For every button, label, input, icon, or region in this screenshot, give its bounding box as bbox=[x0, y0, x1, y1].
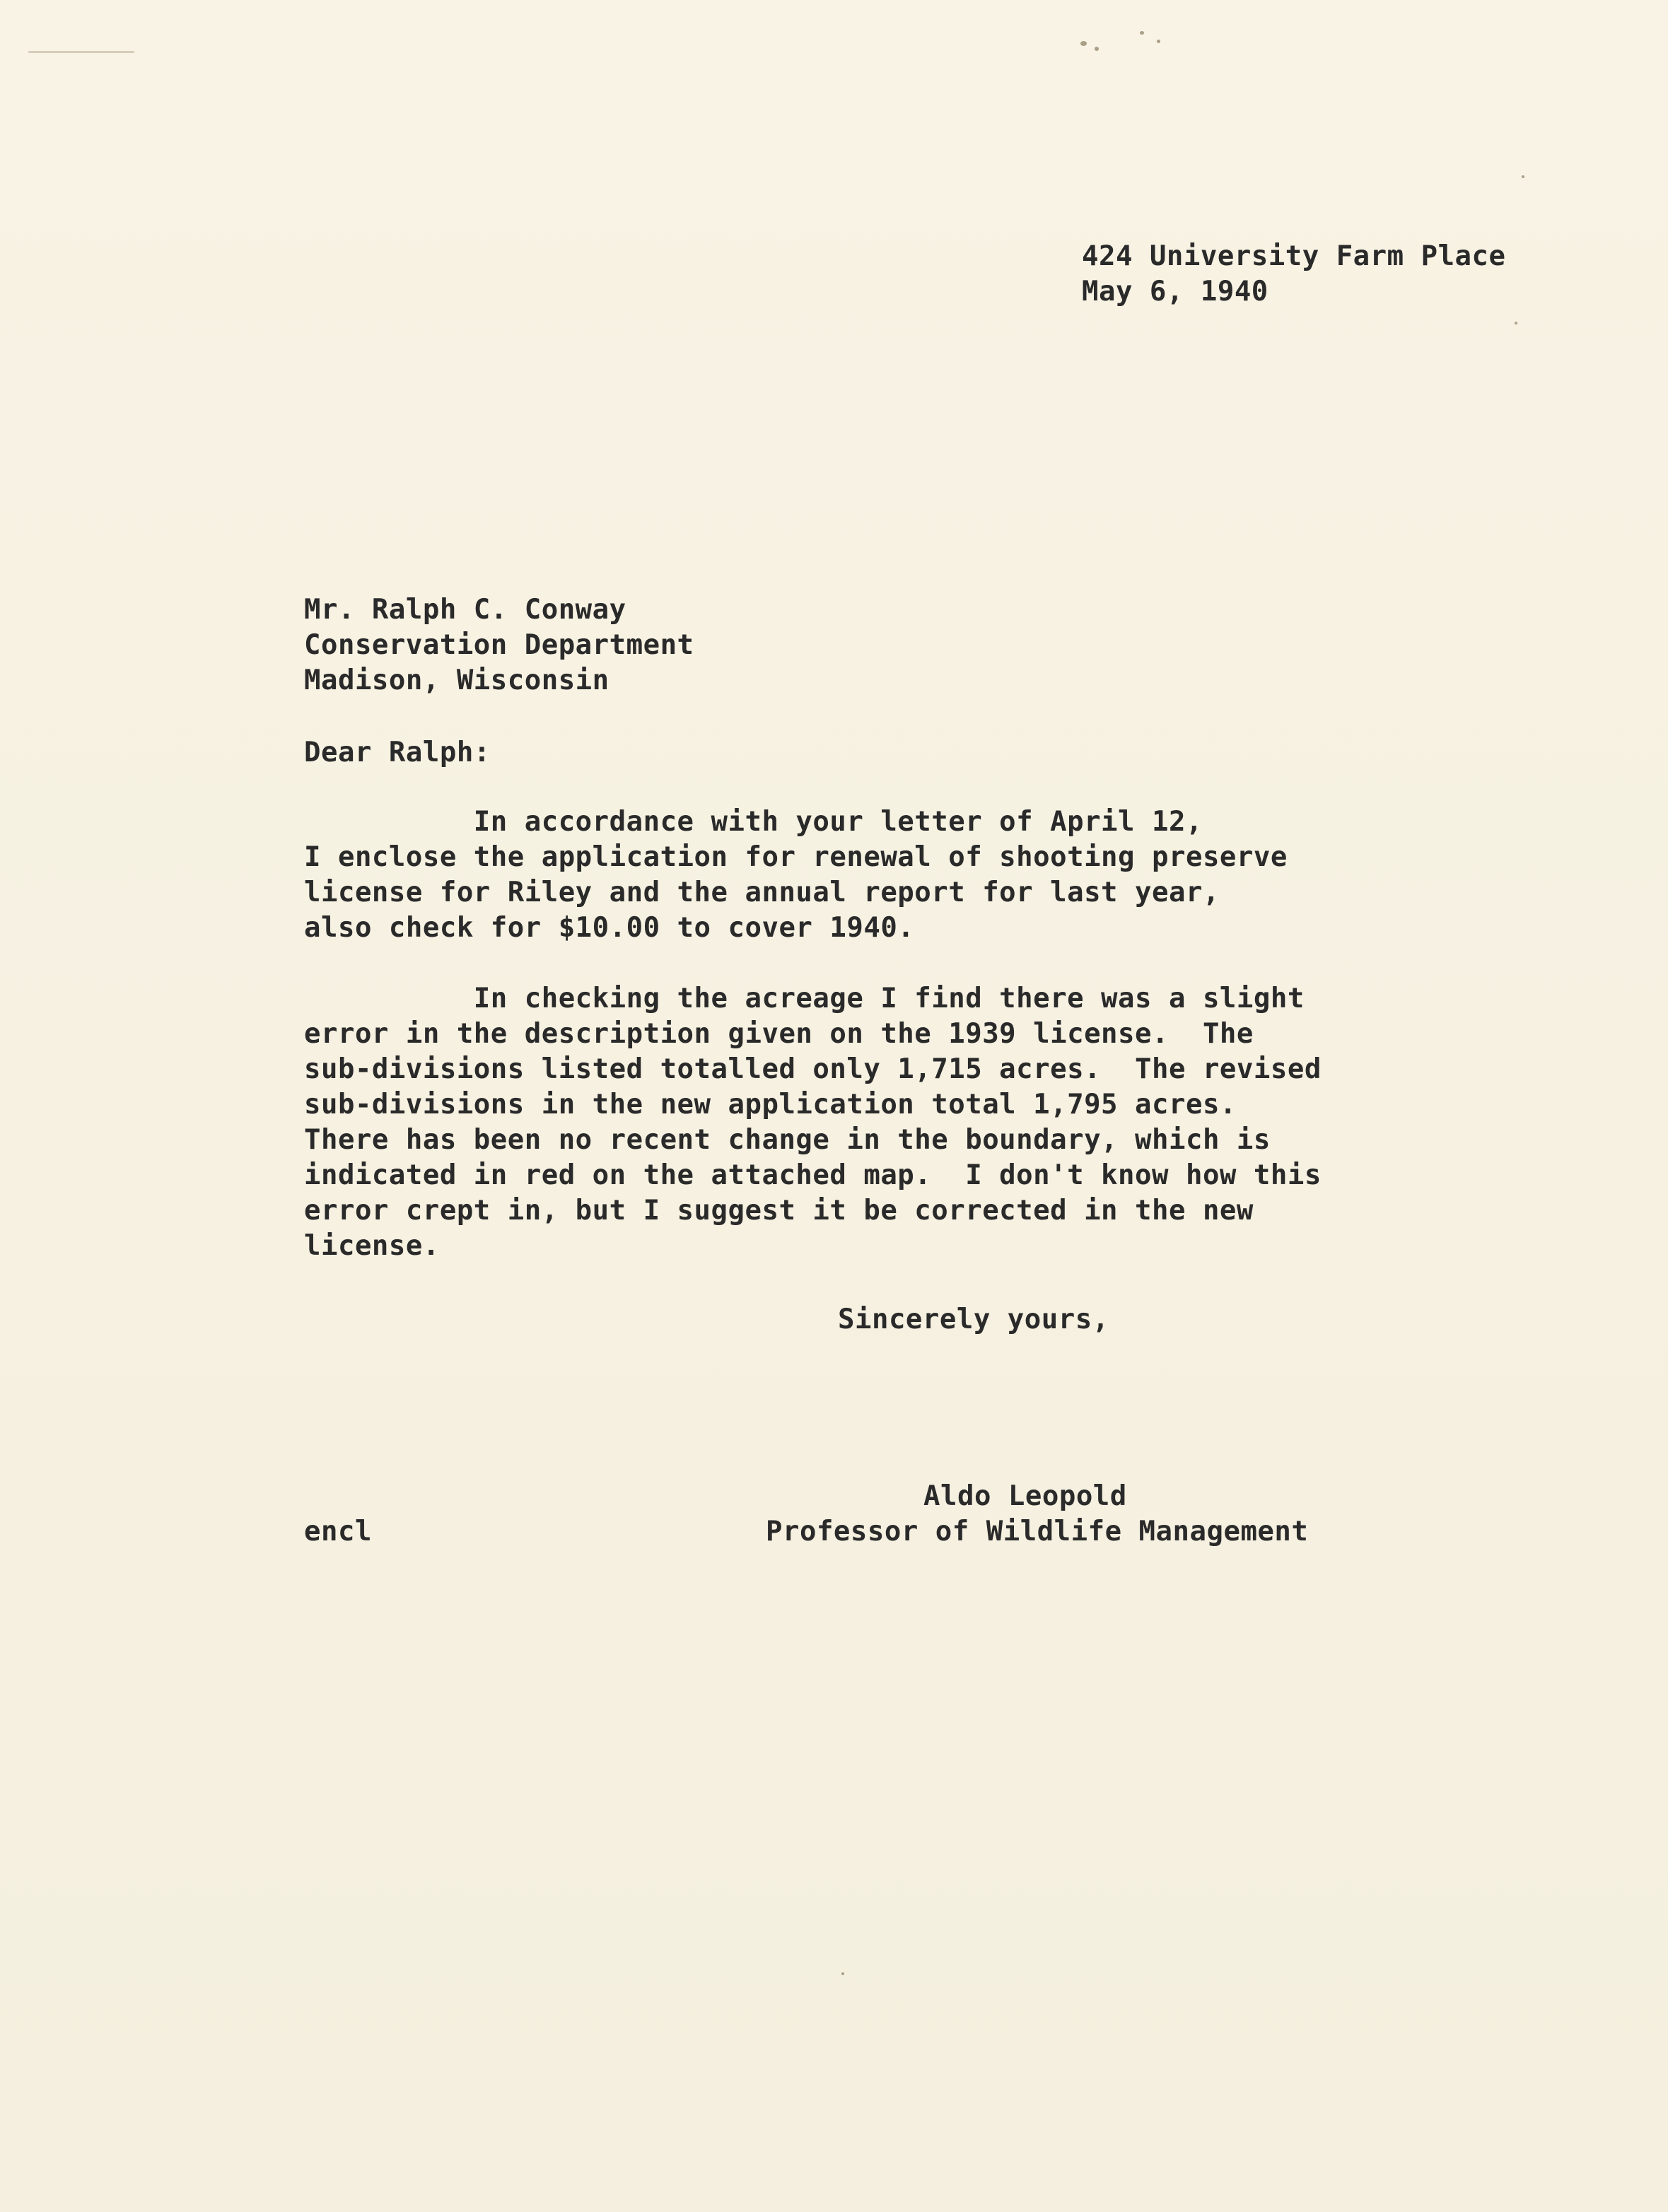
complimentary-close: Sincerely yours, bbox=[838, 1304, 1109, 1335]
return-address bbox=[1082, 239, 1506, 310]
paper-speck bbox=[1140, 31, 1144, 35]
paper-speck bbox=[1157, 40, 1160, 43]
paper-speck bbox=[1515, 322, 1517, 324]
body-paragraph-2 bbox=[304, 981, 1322, 1264]
enclosure-note: encl bbox=[304, 1516, 372, 1547]
salutation: Dear Ralph: bbox=[304, 737, 491, 768]
paragraph-line: sub-divisions listed totalled only 1,715 acres. The revised bbox=[304, 1053, 1322, 1085]
paragraph-line: sub-divisions in the new application total 1,795 acres. bbox=[304, 1089, 1237, 1120]
recipient-city: Madison, Wisconsin bbox=[304, 665, 610, 696]
body-paragraph-1 bbox=[304, 804, 1288, 946]
paragraph-line: license for Riley and the annual report for last year, bbox=[304, 877, 1220, 908]
paragraph-line: In accordance with your letter of April 12, bbox=[304, 806, 1203, 838]
signer-title: Professor of Wildlife Management bbox=[766, 1516, 1309, 1547]
paragraph-line: I enclose the application for renewal of shooting preserve bbox=[304, 841, 1288, 873]
paper-speck bbox=[1095, 47, 1099, 51]
signer-name: Aldo Leopold bbox=[923, 1480, 1127, 1512]
street-address: 424 University Farm Place bbox=[1082, 240, 1506, 272]
paragraph-line: license. bbox=[304, 1230, 440, 1262]
paragraph-line: error in the description given on the 1939 license. The bbox=[304, 1018, 1254, 1050]
paragraph-line: In checking the acreage I find there was a slight bbox=[304, 983, 1305, 1014]
recipient-organization: Conservation Department bbox=[304, 629, 694, 661]
paragraph-line: also check for $10.00 to cover 1940. bbox=[304, 912, 915, 944]
paragraph-line: error crept in, but I suggest it be corrected in the new bbox=[304, 1195, 1254, 1227]
letter-date: May 6, 1940 bbox=[1082, 276, 1269, 308]
paper-speck bbox=[1522, 175, 1524, 178]
paper-speck bbox=[28, 51, 134, 53]
paragraph-line: There has been no recent change in the boundary, which is bbox=[304, 1124, 1271, 1156]
paragraph-line: indicated in red on the attached map. I don't know how this bbox=[304, 1159, 1322, 1191]
paper-speck bbox=[1080, 41, 1087, 46]
signature-block bbox=[766, 1479, 1308, 1550]
recipient-address bbox=[304, 592, 694, 698]
paper-speck bbox=[841, 1972, 844, 1975]
recipient-name: Mr. Ralph C. Conway bbox=[304, 594, 626, 626]
